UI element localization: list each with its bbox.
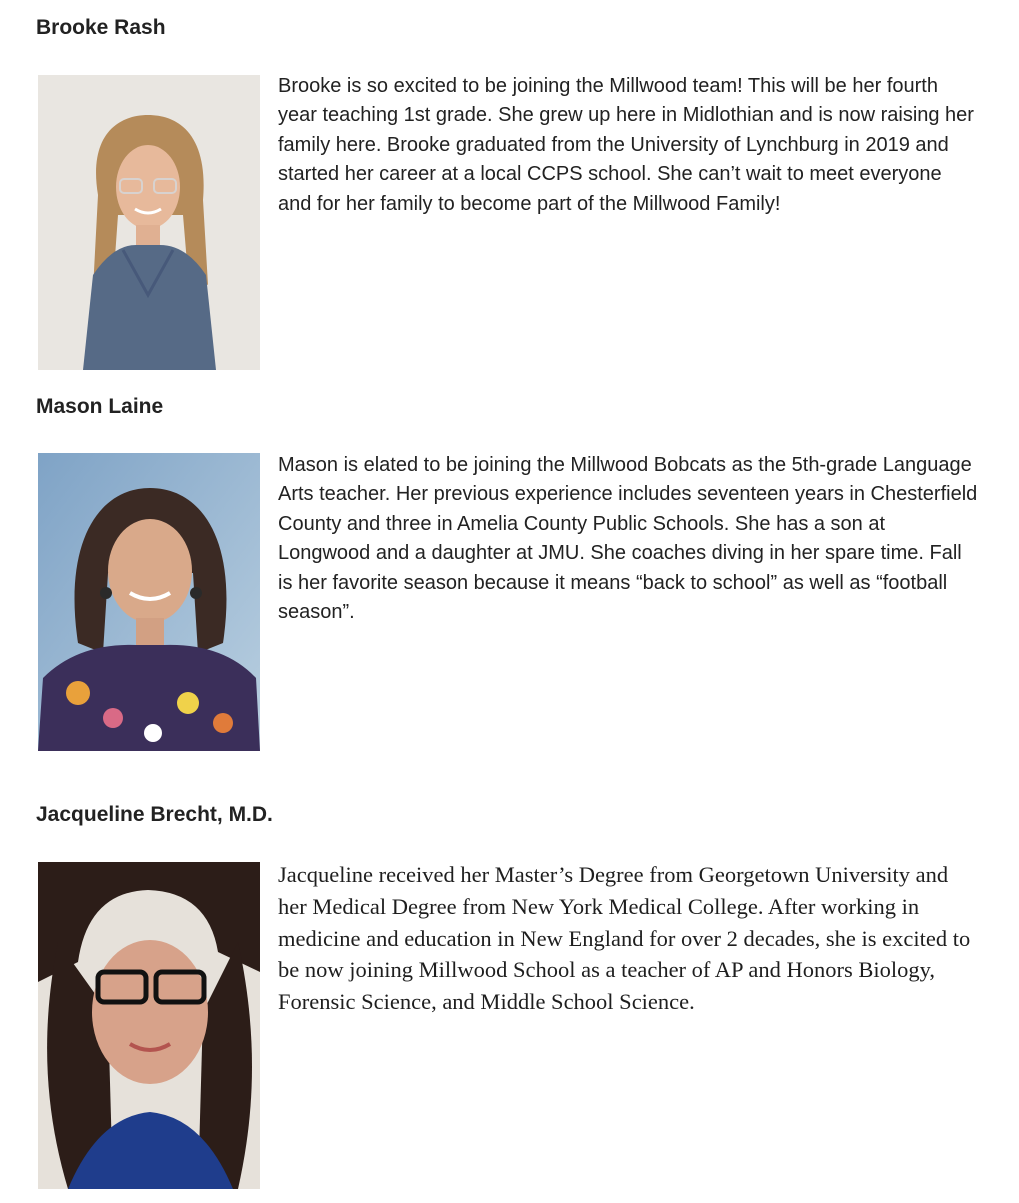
teacher-photo [38,453,260,751]
teacher-photo [38,862,260,1189]
teacher-name: Jacqueline Brecht, M.D. [36,803,273,826]
teacher-photo [38,75,260,370]
teacher-bio: Mason is elated to be joining the Millwood Bobcats as the 5th-grade Language Arts teacher. Her previous experience includes seventeen years in Chesterfield County and three in Amelia County Public Schools. She has a son at Longwood and a daughter at JMU. She coaches diving in her spare time. Fall is her favorite season because it means “back to school” as well as “football season”. [278,454,978,624]
teacher-name: Mason Laine [36,395,164,418]
teacher-bio: Jacqueline received her Master’s Degree from Georgetown University and her Medical Degree from New York Medical College. After working in medicine and education in New England for over 2 decades, she is excited to be now joining Millwood School as a teacher of AP and Honors Biology, Forensic Science, and Middle School Science. [278,862,971,1015]
teacher-name: Brooke Rash [36,16,166,39]
teacher-bio: Brooke is so excited to be joining the Millwood team! This will be her fourth year teaching 1st grade. She grew up here in Midlothian and is now raising her family here. Brooke graduated from the University of Lynchburg in 2019 and started her career at a local CCPS school. She can’t wait to meet everyone and for her family to become part of the Millwood Family! [278,75,974,215]
